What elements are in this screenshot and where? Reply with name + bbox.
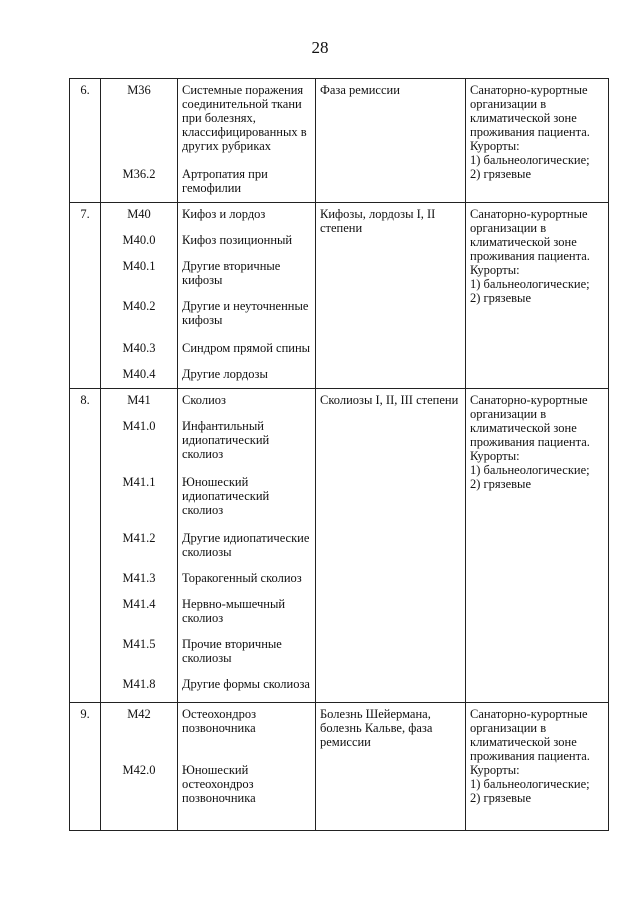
disease-name: Другие вторичные кифозы (182, 259, 281, 287)
disease-code: M40 (127, 207, 151, 221)
recommendation-line: Санаторно-курортные организации в климатической зоне проживания пациента. (470, 207, 590, 263)
phase-cell: Сколиозы I, II, III степени (316, 389, 466, 703)
disease-name: Другие формы сколиоза (182, 677, 310, 691)
disease-cell (178, 703, 316, 831)
recommendation-cell (466, 703, 609, 831)
row-number: 6. (70, 79, 101, 203)
disease-code: M40.4 (122, 367, 156, 381)
recommendation-line: 2) грязевые (470, 291, 531, 305)
table-row (70, 203, 609, 389)
disease-name: Остеохондроз позвоночника (182, 707, 257, 735)
disease-name: Другие и неуточненные кифозы (182, 299, 309, 327)
disease-name: Юношеский идиопатический сколиоз (182, 475, 270, 517)
code-cell (101, 79, 178, 203)
row-number: 8. (70, 389, 101, 703)
disease-name: Сколиоз (182, 393, 226, 407)
disease-code: M41.1 (122, 475, 156, 489)
disease-cell (178, 79, 316, 203)
row-number: 9. (70, 703, 101, 831)
page-number: 28 (311, 38, 329, 57)
recommendation-line: 1) бальнеологические; (470, 153, 590, 167)
disease-code: M42 (127, 707, 151, 721)
disease-name: Нервно-мышечный сколиоз (182, 597, 286, 625)
recommendation-line: Санаторно-курортные организации в климатической зоне проживания пациента. (470, 707, 590, 763)
disease-name: Прочие вторичные сколиозы (182, 637, 282, 665)
disease-code: M40.2 (122, 299, 156, 313)
recommendation-line: Курорты: (470, 139, 520, 153)
disease-name: Торакогенный сколиоз (182, 571, 302, 585)
disease-code: M42.0 (122, 763, 156, 777)
phase-cell: Болезнь Шейермана, болезнь Кальве, фаза ремиссии (316, 703, 466, 831)
recommendation-line: 1) бальнеологические; (470, 777, 590, 791)
recommendation-line: 2) грязевые (470, 791, 531, 805)
recommendation-line: Курорты: (470, 263, 520, 277)
code-cell (101, 389, 178, 703)
disease-code: M40.1 (122, 259, 156, 273)
recommendation-line: 1) бальнеологические; (470, 463, 590, 477)
recommendation-line: Санаторно-курортные организации в климатической зоне проживания пациента. (470, 83, 590, 139)
resort-table (69, 78, 609, 831)
disease-code: M40.0 (122, 233, 156, 247)
code-cell (101, 203, 178, 389)
disease-cell (178, 203, 316, 389)
phase-cell: Фаза ремиссии (316, 79, 466, 203)
disease-name: Синдром прямой спины (182, 341, 311, 355)
table-row (70, 703, 609, 831)
phase-cell: Кифозы, лордозы I, II степени (316, 203, 466, 389)
recommendation-line: 2) грязевые (470, 167, 531, 181)
recommendation-cell (466, 203, 609, 389)
disease-name: Инфантильный идиопатический сколиоз (182, 419, 270, 461)
disease-name: Кифоз и лордоз (182, 207, 266, 221)
disease-name: Юношеский остеохондроз позвоночника (182, 763, 256, 805)
disease-name: Кифоз позиционный (182, 233, 293, 247)
table-row (70, 389, 609, 703)
disease-code: M41.5 (122, 637, 156, 651)
disease-code: M41.0 (122, 419, 156, 433)
disease-code: M41.2 (122, 531, 156, 545)
disease-code: M36.2 (122, 167, 156, 181)
disease-cell (178, 389, 316, 703)
disease-name: Другие лордозы (182, 367, 268, 381)
disease-name: Другие идиопатические сколиозы (182, 531, 310, 559)
disease-code: M41.3 (122, 571, 156, 585)
recommendation-line: Санаторно-курортные организации в климатической зоне проживания пациента. (470, 393, 590, 449)
code-cell (101, 703, 178, 831)
disease-code: M40.3 (122, 341, 156, 355)
disease-code: M41.8 (122, 677, 156, 691)
disease-code: M41.4 (122, 597, 156, 611)
table-row (70, 79, 609, 203)
disease-name: Артропатия при гемофилии (182, 167, 268, 195)
recommendation-cell (466, 79, 609, 203)
recommendation-line: 1) бальнеологические; (470, 277, 590, 291)
recommendation-line: 2) грязевые (470, 477, 531, 491)
recommendation-line: Курорты: (470, 763, 520, 777)
row-number: 7. (70, 203, 101, 389)
disease-name: Системные поражения соединительной ткани при болезнях, классифицированных в других рубриках (182, 83, 307, 153)
recommendation-line: Курорты: (470, 449, 520, 463)
recommendation-cell (466, 389, 609, 703)
disease-code: M41 (127, 393, 151, 407)
disease-code: M36 (127, 83, 151, 97)
